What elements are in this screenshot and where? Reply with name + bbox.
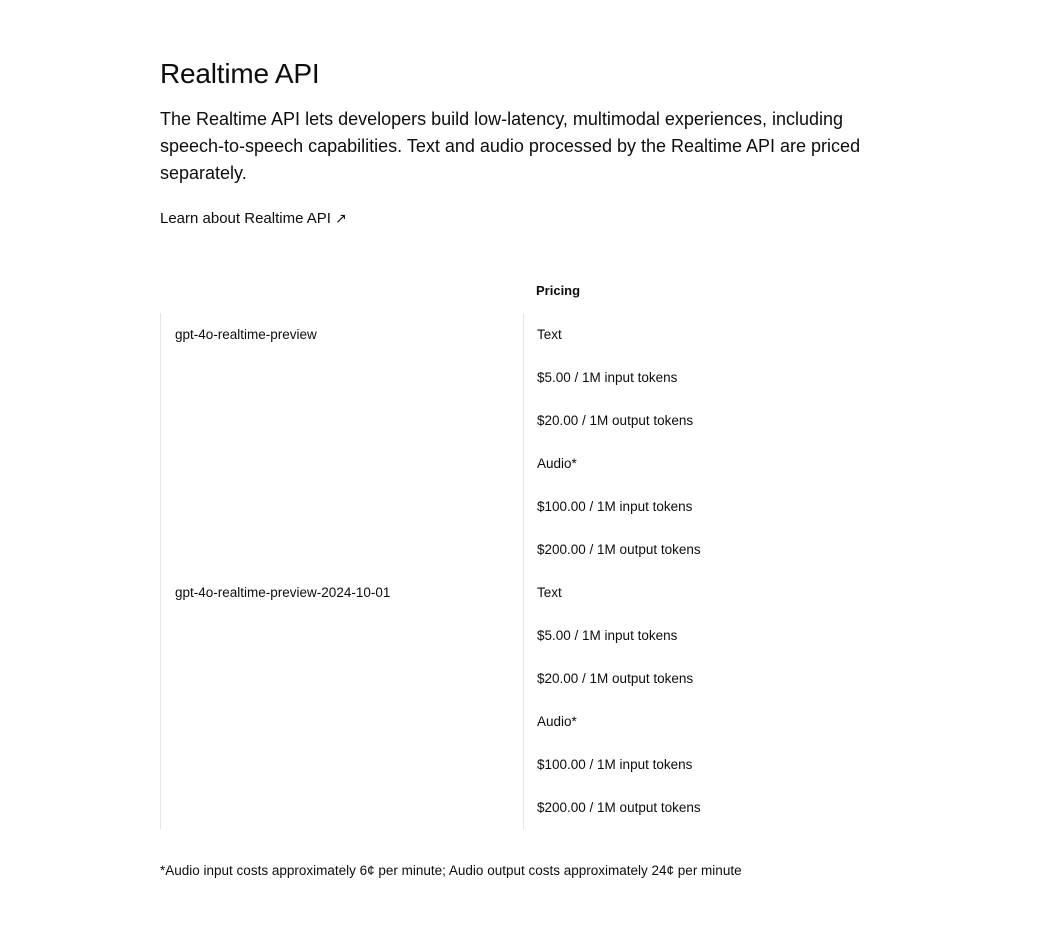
external-arrow-icon: ↗ bbox=[334, 210, 347, 226]
price-audio-input: $100.00 / 1M input tokens bbox=[537, 499, 693, 514]
audio-cost-footnote: *Audio input costs approximately 6¢ per minute; Audio output costs approximately 24¢ per minute bbox=[160, 863, 742, 878]
model-row-gpt-4o-realtime-preview bbox=[160, 313, 880, 571]
price-audio-input: $100.00 / 1M input tokens bbox=[537, 757, 693, 772]
price-audio-output: $200.00 / 1M output tokens bbox=[537, 542, 701, 557]
model-name: gpt-4o-realtime-preview bbox=[175, 327, 317, 342]
model-row-gpt-4o-realtime-preview-2024-10-01 bbox=[160, 571, 880, 829]
pricing-column-header: Pricing bbox=[536, 283, 581, 298]
price-category-audio: Audio* bbox=[537, 456, 577, 471]
section-title: Realtime API bbox=[160, 58, 320, 89]
table-column-divider bbox=[523, 571, 524, 829]
price-text-input: $5.00 / 1M input tokens bbox=[537, 628, 678, 643]
price-text-output: $20.00 / 1M output tokens bbox=[537, 671, 694, 686]
table-border-left bbox=[160, 571, 161, 829]
price-audio-output: $200.00 / 1M output tokens bbox=[537, 800, 701, 815]
table-border-left bbox=[160, 313, 161, 571]
price-list bbox=[537, 571, 701, 829]
learn-link-label: Learn about Realtime API bbox=[160, 210, 331, 227]
price-category-text: Text bbox=[537, 585, 562, 600]
section-description: The Realtime API lets developers build low-latency, multimodal experiences, including speech-to-speech capabilities. Text and audio processed by the Realtime API are priced separately. bbox=[160, 109, 861, 183]
table-column-divider bbox=[523, 313, 524, 571]
learn-about-realtime-api-link[interactable] bbox=[160, 208, 347, 229]
price-category-text: Text bbox=[537, 327, 562, 342]
price-list bbox=[537, 313, 701, 571]
price-category-audio: Audio* bbox=[537, 714, 577, 729]
price-text-output: $20.00 / 1M output tokens bbox=[537, 413, 694, 428]
price-text-input: $5.00 / 1M input tokens bbox=[537, 370, 678, 385]
model-name: gpt-4o-realtime-preview-2024-10-01 bbox=[175, 585, 391, 600]
